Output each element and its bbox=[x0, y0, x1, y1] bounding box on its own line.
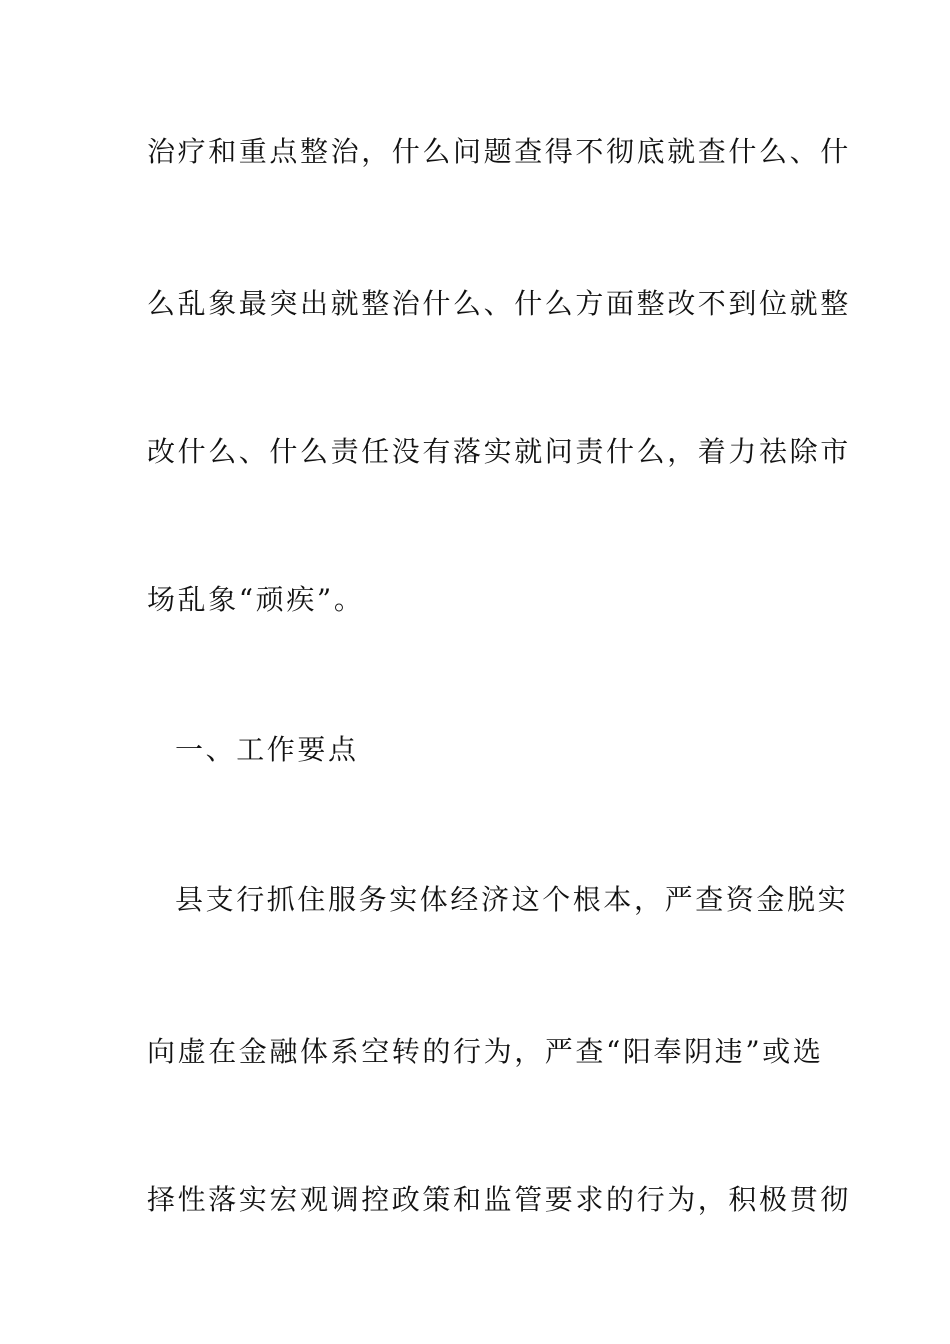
paragraph-line: 县支行抓住服务实体经济这个根本，严查资金脱实 bbox=[175, 883, 849, 916]
paragraph-line: 治疗和重点整治，什么问题查得不彻底就查什么、什 bbox=[147, 135, 851, 168]
paragraph-line: 改什么、什么责任没有落实就问责什么，着力祛除市 bbox=[147, 435, 851, 468]
paragraph-line: 向虚在金融体系空转的行为，严查“阳奉阴违”或选 bbox=[147, 1035, 824, 1068]
section-heading: 一、工作要点 bbox=[175, 733, 359, 766]
paragraph-line: 么乱象最突出就整治什么、什么方面整改不到位就整 bbox=[147, 287, 851, 320]
paragraph-line: 场乱象“顽疾”。 bbox=[147, 583, 365, 616]
paragraph-line: 择性落实宏观调控政策和监管要求的行为，积极贯彻 bbox=[147, 1183, 851, 1216]
